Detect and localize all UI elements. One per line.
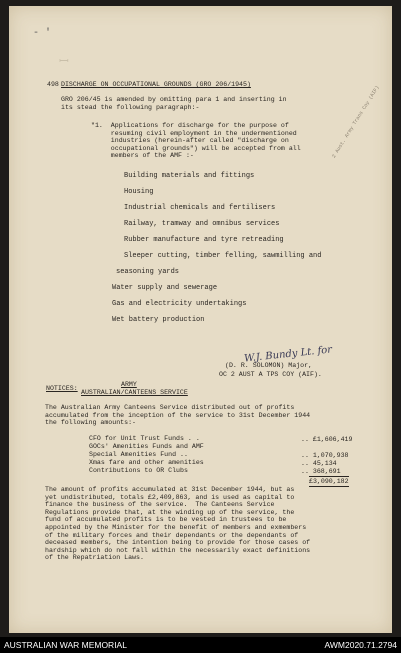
amount-value: .. 1,070,938 xyxy=(301,452,349,459)
industry-item: Building materials and fittings xyxy=(124,172,255,180)
faint-mark: ꟷ xyxy=(59,55,69,69)
industry-item: Railway, tramway and omnibus services xyxy=(124,220,280,228)
footer-institution: AUSTRALIAN WAR MEMORIAL xyxy=(4,640,127,650)
industry-item: Wet battery production xyxy=(112,316,205,324)
amount-label: CFO for Unit Trust Funds . . xyxy=(89,435,200,442)
pencil-marks: - ' xyxy=(33,28,52,39)
document-page xyxy=(9,6,392,633)
amount-value: .. £1,606,419 xyxy=(301,436,353,443)
section2-intro: The Australian Army Canteens Service distributed out of profits accumulated from the inception of the service to 31st December 1944 the following amounts:- xyxy=(45,404,311,427)
quoted-paragraph: "1. Applications for discharge for the purpose of resuming civil employment in the undermentioned industries (herein-after called "discharge on occupational grounds") will be accepted from all members of the AMF :- xyxy=(91,122,301,160)
total-rule xyxy=(309,476,349,477)
total-double-rule xyxy=(309,486,349,487)
amount-label: Xmas fare and other amenities xyxy=(89,459,204,466)
industry-item: Industrial chemicals and fertilisers xyxy=(124,204,276,212)
signatory-unit: OC 2 AUST A TPS COY (AIF). xyxy=(219,371,322,378)
amount-label: Special Amenities Fund .. xyxy=(89,451,188,458)
amount-value: .. 368,691 xyxy=(301,468,341,475)
amount-value: .. 45,134 xyxy=(301,460,337,467)
industry-item: Gas and electricity undertakings xyxy=(112,300,247,308)
archive-footer xyxy=(0,637,401,653)
industry-item: Sleeper cutting, timber felling, sawmilling and xyxy=(124,252,322,260)
notices-label: NOTICES: xyxy=(46,385,78,392)
side-stamp: 2 Aust. Army Trans Coy (AIF) xyxy=(331,84,381,160)
industry-item: Water supply and sewerage xyxy=(112,284,218,292)
amount-label: Contributions to OR Clubs xyxy=(89,467,188,474)
total-value: £3,090,182 xyxy=(309,478,349,485)
section2-title-line1: ARMY xyxy=(121,381,137,388)
signatory-name: (D. R. SOLOMON) Major, xyxy=(225,362,313,369)
amount-label: GOCs' Amenities Funds and AMF xyxy=(89,443,204,450)
industry-item: Housing xyxy=(124,188,154,196)
footer-accession-id: AWM2020.71.2794 xyxy=(324,640,397,650)
industry-item: Rubber manufacture and tyre retreading xyxy=(124,236,284,244)
industry-item: seasoning yards xyxy=(116,268,180,276)
section-number: 498 xyxy=(47,81,59,88)
section2-closing: The amount of profits accumulated at 31st December 1944, but as yet undistributed, totals £2,409,863, and is used as capital to finance the business of the service. The Canteens Service Regulations provide that, at the winding up of the service, the fund of accumulated profits is to be vested in trustees to be appointed by the Minister for the benefit of members and exmembers of the military forces and their dependants or the dependants of deceased members, the intention being to provide for those cases of hardship which do not fall within the necessarily exact definitions of the Repatriation Laws. xyxy=(45,486,311,562)
section-heading: DISCHARGE ON OCCUPATIONAL GROUNDS (GRO 206/1945) xyxy=(61,81,251,88)
section-intro: GRO 206/45 is amended by omitting para 1 and inserting in its stead the following paragraph:- xyxy=(61,96,287,111)
handwritten-signature: W.J. Bundy Lt. for xyxy=(243,344,333,365)
section2-title-line2: AUSTRALIAN/CANTEENS SERVICE xyxy=(81,389,188,396)
